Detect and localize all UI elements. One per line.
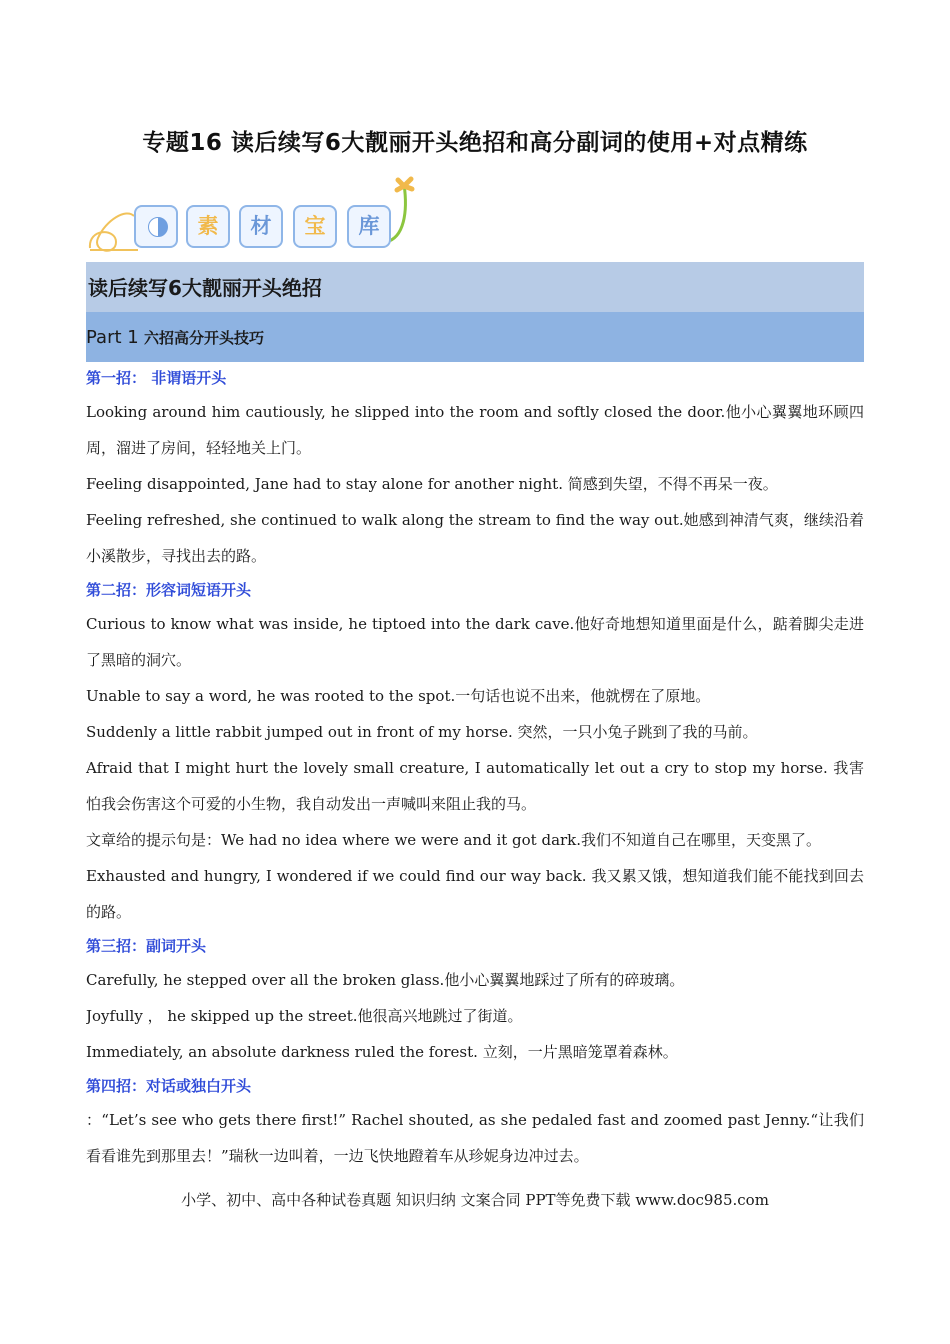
heading-1: 第一招： 非谓语开头	[86, 369, 227, 387]
paragraph: Suddenly a little rabbit jumped out in front of my horse. 突然，一只小兔子跳到了我的马前。	[86, 723, 758, 741]
paragraph: Immediately, an absolute darkness ruled the forest. 立刻，一片黑暗笼罩着森林。	[86, 1043, 678, 1061]
paragraph: Afraid that I might hurt the lovely small creature, I automatically let out a cry to stop my horse. 我害怕我会伤害这个可爱的小生物，我自动发出一声喊叫来阻止我的马。	[86, 759, 864, 813]
page-title: 专题16 读后续写6大靓丽开头绝招和高分副词的使用+对点精练	[142, 130, 808, 156]
paragraph: Curious to know what was inside, he tiptoed into the dark cave.他好奇地想知道里面是什么，踮着脚尖走进了黑暗的洞穴。	[86, 615, 864, 669]
content-body	[86, 362, 864, 1174]
heading-4: 第四招：对话或独白开头	[86, 1077, 252, 1095]
half-circle-icon	[148, 217, 168, 237]
paragraph: Feeling disappointed, Jane had to stay alone for another night. 简感到失望，不得不再呆一夜。	[86, 475, 778, 493]
page-footer: 小学、初中、高中各种试卷真题 知识归纳 文案合同 PPT等免费下载 www.doc985.com	[181, 1191, 769, 1209]
subsection-part: Part 1	[86, 327, 139, 348]
subsection-header	[86, 312, 864, 362]
paragraph: Carefully, he stepped over all the broken glass.他小心翼翼地踩过了所有的碎玻璃。	[86, 971, 685, 989]
material-banner	[86, 172, 426, 256]
banner-tile-2: 材	[239, 205, 283, 248]
paragraph: 文章给的提示句是：We had no idea where we were and it got dark.我们不知道自己在哪里，天变黑了。	[86, 831, 822, 849]
banner-tile-3: 宝	[293, 205, 337, 248]
globe-tile	[134, 205, 178, 248]
heading-3: 第三招：副词开头	[86, 937, 207, 955]
paragraph: Looking around him cautiously, he slipped into the room and softly closed the door.他小心翼翼地环顾四周，溜进了房间，轻轻地关上门。	[86, 403, 864, 457]
paragraph: Joyfully ， he skipped up the street.他很高兴地跳过了街道。	[86, 1007, 523, 1025]
banner-tile-4: 库	[347, 205, 391, 248]
paragraph: Exhausted and hungry, I wondered if we could find our way back. 我又累又饿，想知道我们能不能找到回去的路。	[86, 867, 864, 921]
subsection-label: 六招高分开头技巧	[138, 329, 264, 347]
paragraph: Unable to say a word, he was rooted to the spot.一句话也说不出来，他就楞在了原地。	[86, 687, 711, 705]
paragraph: Feeling refreshed, she continued to walk along the stream to find the way out.她感到神清气爽，继续沿着小溪散步，寻找出去的路。	[86, 511, 864, 565]
section-header: 读后续写6大靓丽开头绝招	[86, 262, 864, 312]
banner-tile-1: 素	[186, 205, 230, 248]
paragraph: ：“Let’s see who gets there first!” Rachel shouted, as she pedaled fast and zoomed past Jenny.“让我们看看谁先到那里去！”瑞秋一边叫着，一边飞快地蹬着车从珍妮身边冲过去。	[86, 1111, 864, 1165]
heading-2: 第二招：形容词短语开头	[86, 581, 252, 599]
